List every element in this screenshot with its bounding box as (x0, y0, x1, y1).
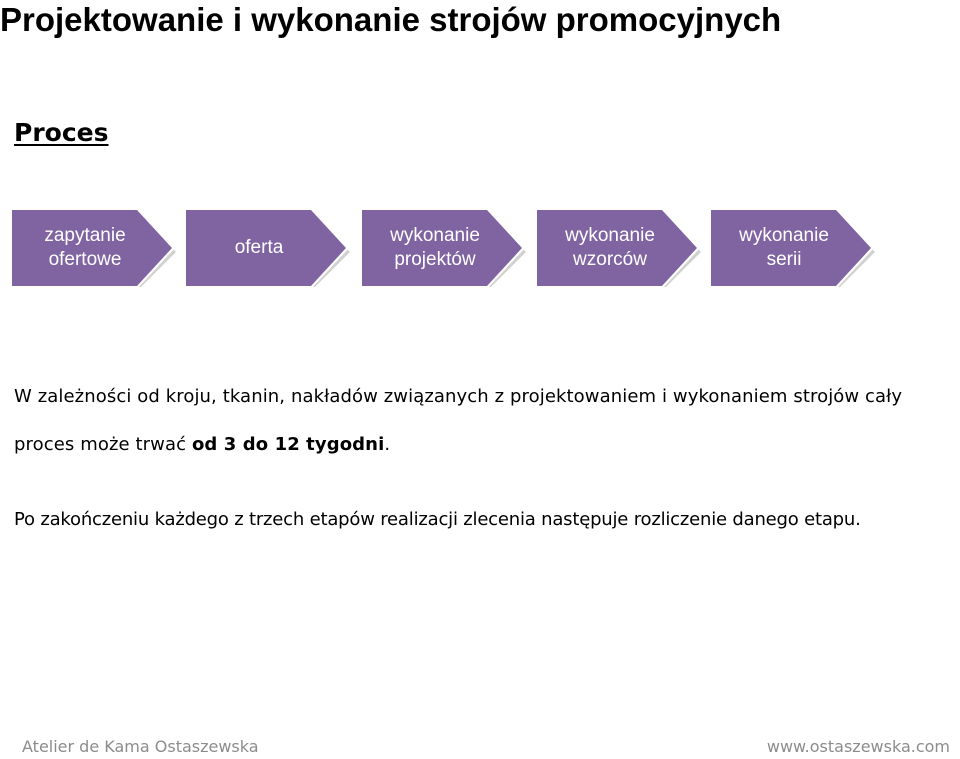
step-label-line1: wykonanie (390, 225, 480, 246)
footer-company-name: Atelier de Kama Ostaszewska (22, 737, 259, 756)
step-label-line1: zapytanie (44, 225, 126, 246)
page-title: Projektowanie i wykonanie strojów promocyjnych (0, 1, 782, 38)
paragraph-text: W zależności od kroju, tkanin, nakładów związanych z projektowaniem i wykonaniem strojów cały proces może trwać (14, 386, 903, 455)
step-label-line2: ofertowe (48, 249, 122, 270)
settlement-paragraph: Po zakończeniu każdego z trzech etapów realizacji zlecenia następuje rozliczenie danego etapu. (14, 509, 861, 530)
step-label-line1: wykonanie (739, 225, 829, 246)
duration-emphasis: od 3 do 12 tygodni (191, 434, 385, 455)
process-flow (0, 200, 960, 300)
footer-website: www.ostaszewska.com (766, 737, 950, 756)
paragraph-text-end: . (384, 434, 391, 455)
step-label-line2: projektów (394, 249, 476, 270)
process-step-3 (360, 208, 532, 288)
section-heading: Proces (14, 118, 109, 147)
process-step-4 (535, 208, 707, 288)
step-label-line1: oferta (234, 237, 284, 258)
process-step-2 (184, 208, 356, 288)
step-label-line1: wykonanie (565, 225, 655, 246)
step-label-line2: serii (766, 249, 802, 270)
process-step-5 (709, 208, 881, 288)
process-step-1 (10, 208, 182, 288)
step-label-line2: wzorców (573, 249, 647, 270)
process-duration-paragraph (14, 373, 954, 469)
